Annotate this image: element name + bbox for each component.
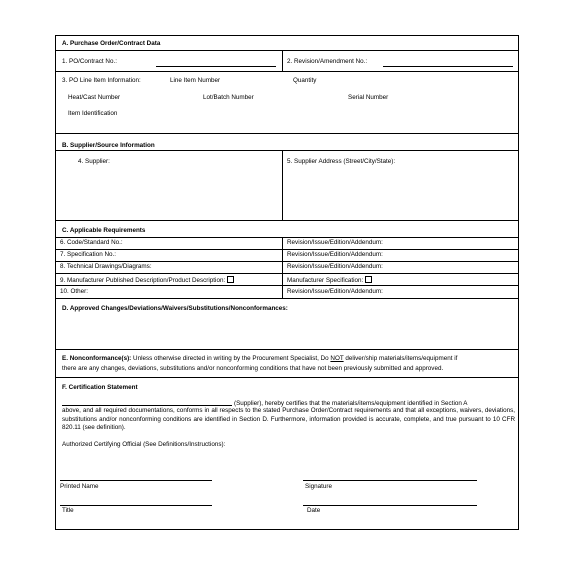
section-f-header: F. Certification Statement: [62, 384, 138, 391]
divider-c-row10: [55, 285, 519, 286]
revision-amendment-label: 2. Revision/Amendment No.:: [287, 58, 368, 65]
title-line[interactable]: [60, 505, 212, 506]
divider-c-row6: [55, 237, 519, 238]
divider-b-top: [55, 133, 519, 134]
printed-name-label: Printed Name: [60, 483, 99, 490]
divider-e-top: [55, 349, 519, 350]
divider-a-vertical: [282, 50, 283, 71]
nonconformance-not: NOT: [330, 355, 344, 362]
po-line-item-label: 3. PO Line Item Information:: [62, 77, 141, 84]
heat-cast-label: Heat/Cast Number: [68, 94, 121, 101]
line-item-number-label: Line Item Number: [170, 77, 221, 84]
divider-c-row9: [55, 273, 519, 274]
serial-number-label: Serial Number: [348, 94, 389, 101]
revision-label-7: Revision/Issue/Edition/Addendum:: [287, 251, 383, 258]
divider-b-vertical: [282, 150, 283, 220]
manufacturer-description-label: 9. Manufacturer Published Description/Product Description:: [60, 277, 226, 284]
divider-b-header: [55, 150, 519, 151]
lot-batch-label: Lot/Batch Number: [203, 94, 254, 101]
manufacturer-description-row: [60, 276, 234, 284]
revision-label-8: Revision/Issue/Edition/Addendum:: [287, 263, 383, 270]
divider-a-row1: [55, 71, 519, 72]
nonconformance-line2: there are any changes, deviations, substitutions and/or nonconforming conditions that have not been previously submitted and approved.: [62, 365, 444, 372]
authorized-official-label: Authorized Certifying Official (See Definitions/Instructions):: [62, 441, 226, 448]
divider-a-header: [55, 50, 519, 51]
manufacturer-specification-checkbox[interactable]: [365, 276, 372, 283]
revision-amendment-field[interactable]: [383, 66, 513, 67]
manufacturer-description-checkbox[interactable]: [227, 276, 234, 283]
supplier-name-field[interactable]: [62, 405, 232, 406]
section-a-header: A. Purchase Order/Contract Data: [62, 40, 161, 47]
certification-paragraph: above, and all required documentations, conforms in all respects to the stated Purchase Order/Contract requirements and that all exceptions, waivers, deviations, substitutions and/or nonconforming conditions are identified in Section D. Furthermore, information provided is accurate, complete, and true pursuant to 10 CFR 820.11 (see definition).: [62, 407, 515, 432]
manufacturer-specification-row: [287, 276, 372, 284]
divider-d-top: [55, 298, 519, 299]
date-line[interactable]: [303, 505, 477, 506]
revision-label-6: Revision/Issue/Edition/Addendum:: [287, 239, 383, 246]
specification-label: 7. Specification No.:: [60, 251, 117, 258]
divider-c-row7: [55, 249, 519, 250]
divider-c-vertical: [282, 237, 283, 298]
printed-name-line[interactable]: [60, 480, 212, 481]
manufacturer-specification-label: Manufacturer Specification:: [287, 277, 364, 284]
item-identification-label: Item Identification: [68, 110, 118, 117]
supplier-label: 4. Supplier:: [78, 158, 110, 165]
signature-label: Signature: [305, 483, 332, 490]
divider-c-top: [55, 220, 519, 221]
divider-f-top: [55, 377, 519, 378]
date-label: Date: [307, 507, 321, 514]
nonconformance-text-before: Unless otherwise directed in writing by the Procurement Specialist, Do: [131, 355, 331, 362]
certification-line1: (Supplier), hereby certifies that the materials/items/equipment identified in Section A: [234, 400, 468, 407]
divider-c-row8: [55, 261, 519, 262]
nonconformance-label: E. Nonconformance(s):: [62, 355, 132, 362]
nonconformance-text-after: deliver/ship materials/items/equipment if: [343, 355, 458, 362]
title-label: Title: [62, 507, 74, 514]
quantity-label: Quantity: [293, 77, 317, 84]
section-d-header: D. Approved Changes/Deviations/Waivers/Substitutions/Nonconformances:: [62, 305, 288, 312]
code-standard-label: 6. Code/Standard No.:: [60, 239, 123, 246]
po-contract-field[interactable]: [156, 66, 276, 67]
revision-label-10: Revision/Issue/Edition/Addendum:: [287, 288, 383, 295]
section-b-header: B. Supplier/Source Information: [62, 142, 155, 149]
section-c-header: C. Applicable Requirements: [62, 227, 146, 234]
other-label: 10. Other:: [60, 288, 89, 295]
supplier-address-label: 5. Supplier Address (Street/City/State):: [287, 158, 396, 165]
technical-drawings-label: 8. Technical Drawings/Diagrams:: [60, 263, 152, 270]
nonconformance-statement: [62, 356, 457, 362]
po-contract-label: 1. PO/Contract No.:: [62, 58, 117, 65]
signature-line[interactable]: [303, 480, 477, 481]
